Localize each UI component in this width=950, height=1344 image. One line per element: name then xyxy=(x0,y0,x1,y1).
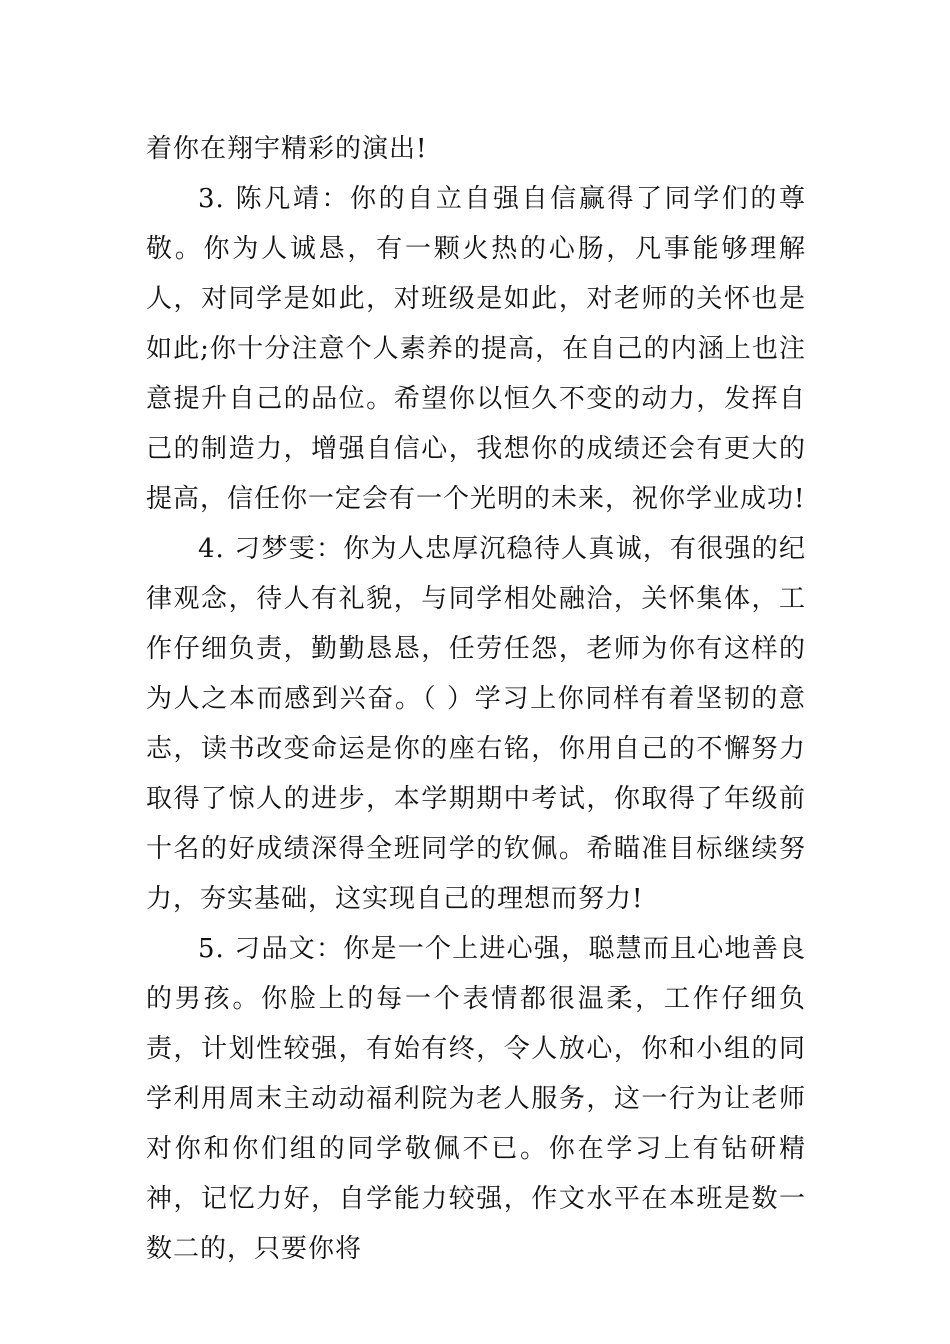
paragraph-comment-4: 4. 刁梦雯：你为人忠厚沉稳待人真诚，有很强的纪律观念，待人有礼貌，与同学相处融洽，关怀集体，工作仔细负责，勤勤恳恳，任劳任怨，老师为你有这样的为人之本而感到兴奋。（ ）学习上你同样有着坚韧的意志，读书改变命运是你的座右铭，你用自己的不懈努力取得了惊人的进步，本学期期中考试，你取得了年级前十名的好成绩深得全班同学的钦佩。希瞄准目标继续努力，夯实基础，这实现自己的理想而努力! xyxy=(146,534,806,914)
document-body xyxy=(146,124,806,1274)
paragraph-comment-5: 5. 刁品文：你是一个上进心强，聪慧而且心地善良的男孩。你脸上的每一个表情都很温柔，工作仔细负责，计划性较强，有始有终，令人放心，你和小组的同学利用周末主动动福利院为老人服务，这一行为让老师对你和你们组的同学敬佩不已。你在学习上有钻研精神，记忆力好，自学能力较强，作文水平在本班是数一数二的，只要你将 xyxy=(146,934,806,1264)
paragraph-continuation: 着你在翔宇精彩的演出! xyxy=(146,134,428,164)
paragraph-comment-3: 3. 陈凡靖：你的自立自强自信赢得了同学们的尊敬。你为人诚恳，有一颗火热的心肠，凡事能够理解人，对同学是如此，对班级是如此，对老师的关怀也是如此;你十分注意个人素养的提高，在自己的内涵上也注意提升自己的品位。希望你以恒久不变的动力，发挥自己的制造力，增强自信心，我想你的成绩还会有更大的提高，信任你一定会有一个光明的未来，祝你学业成功! xyxy=(146,184,806,514)
